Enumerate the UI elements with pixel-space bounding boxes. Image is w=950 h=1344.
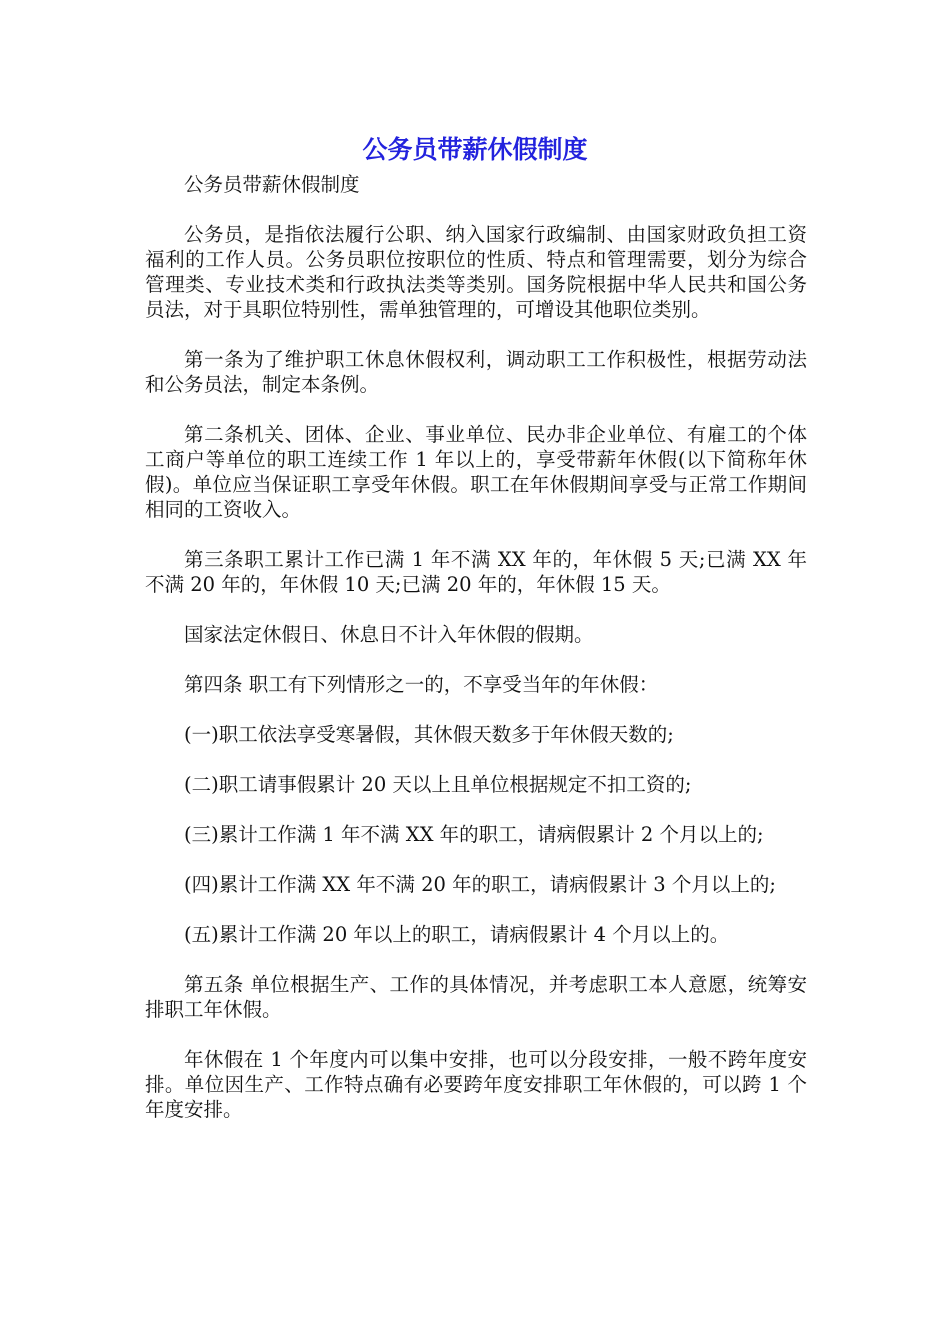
paragraph-article-3: 第三条职工累计工作已满 1 年不满 XX 年的，年休假 5 天;已满 XX 年不满 20 年的，年休假 10 天;已满 20 年的，年休假 15 天。 [145,548,807,596]
document-body [145,172,807,1147]
paragraph-item-4: (四)累计工作满 XX 年不满 20 年的职工，请病假累计 3 个月以上的; [184,873,776,896]
paragraph-article-2: 第二条机关、团体、企业、事业单位、民办非企业单位、有雇工的个体工商户等单位的职工连续工作 1 年以上的，享受带薪年休假(以下简称年休假)。单位应当保证职工享受年休假。职工在年休假期间享受与正常工作期间相同的工资收入。 [145,423,807,521]
paragraph-item-1: (一)职工依法享受寒暑假，其休假天数多于年休假天数的; [184,723,674,746]
paragraph-article-5: 第五条 单位根据生产、工作的具体情况，并考虑职工本人意愿，统筹安排职工年休假。 [145,973,807,1021]
paragraph-item-2: (二)职工请事假累计 20 天以上且单位根据规定不扣工资的; [184,773,692,796]
document-title: 公务员带薪休假制度 [362,135,588,164]
document-subtitle: 公务员带薪休假制度 [184,173,360,196]
paragraph-scheduling: 年休假在 1 个年度内可以集中安排，也可以分段安排，一般不跨年度安排。单位因生产、工作特点确有必要跨年度安排职工年休假的，可以跨 1 个年度安排。 [145,1048,807,1121]
paragraph-item-5: (五)累计工作满 20 年以上的职工，请病假累计 4 个月以上的。 [184,923,730,946]
paragraph-item-3: (三)累计工作满 1 年不满 XX 年的职工，请病假累计 2 个月以上的; [184,823,764,846]
paragraph-intro: 公务员，是指依法履行公职、纳入国家行政编制、由国家财政负担工资福利的工作人员。公务员职位按职位的性质、特点和管理需要，划分为综合管理类、专业技术类和行政执法类等类别。国务院根据中华人民共和国公务员法，对于具职位特别性，需单独管理的，可增设其他职位类别。 [145,223,807,321]
paragraph-article-4: 第四条 职工有下列情形之一的，不享受当年的年休假： [184,673,659,696]
paragraph-holiday-note: 国家法定休假日、休息日不计入年休假的假期。 [184,623,594,646]
paragraph-article-1: 第一条为了维护职工休息休假权利，调动职工工作积极性，根据劳动法和公务员法，制定本条例。 [145,348,807,396]
